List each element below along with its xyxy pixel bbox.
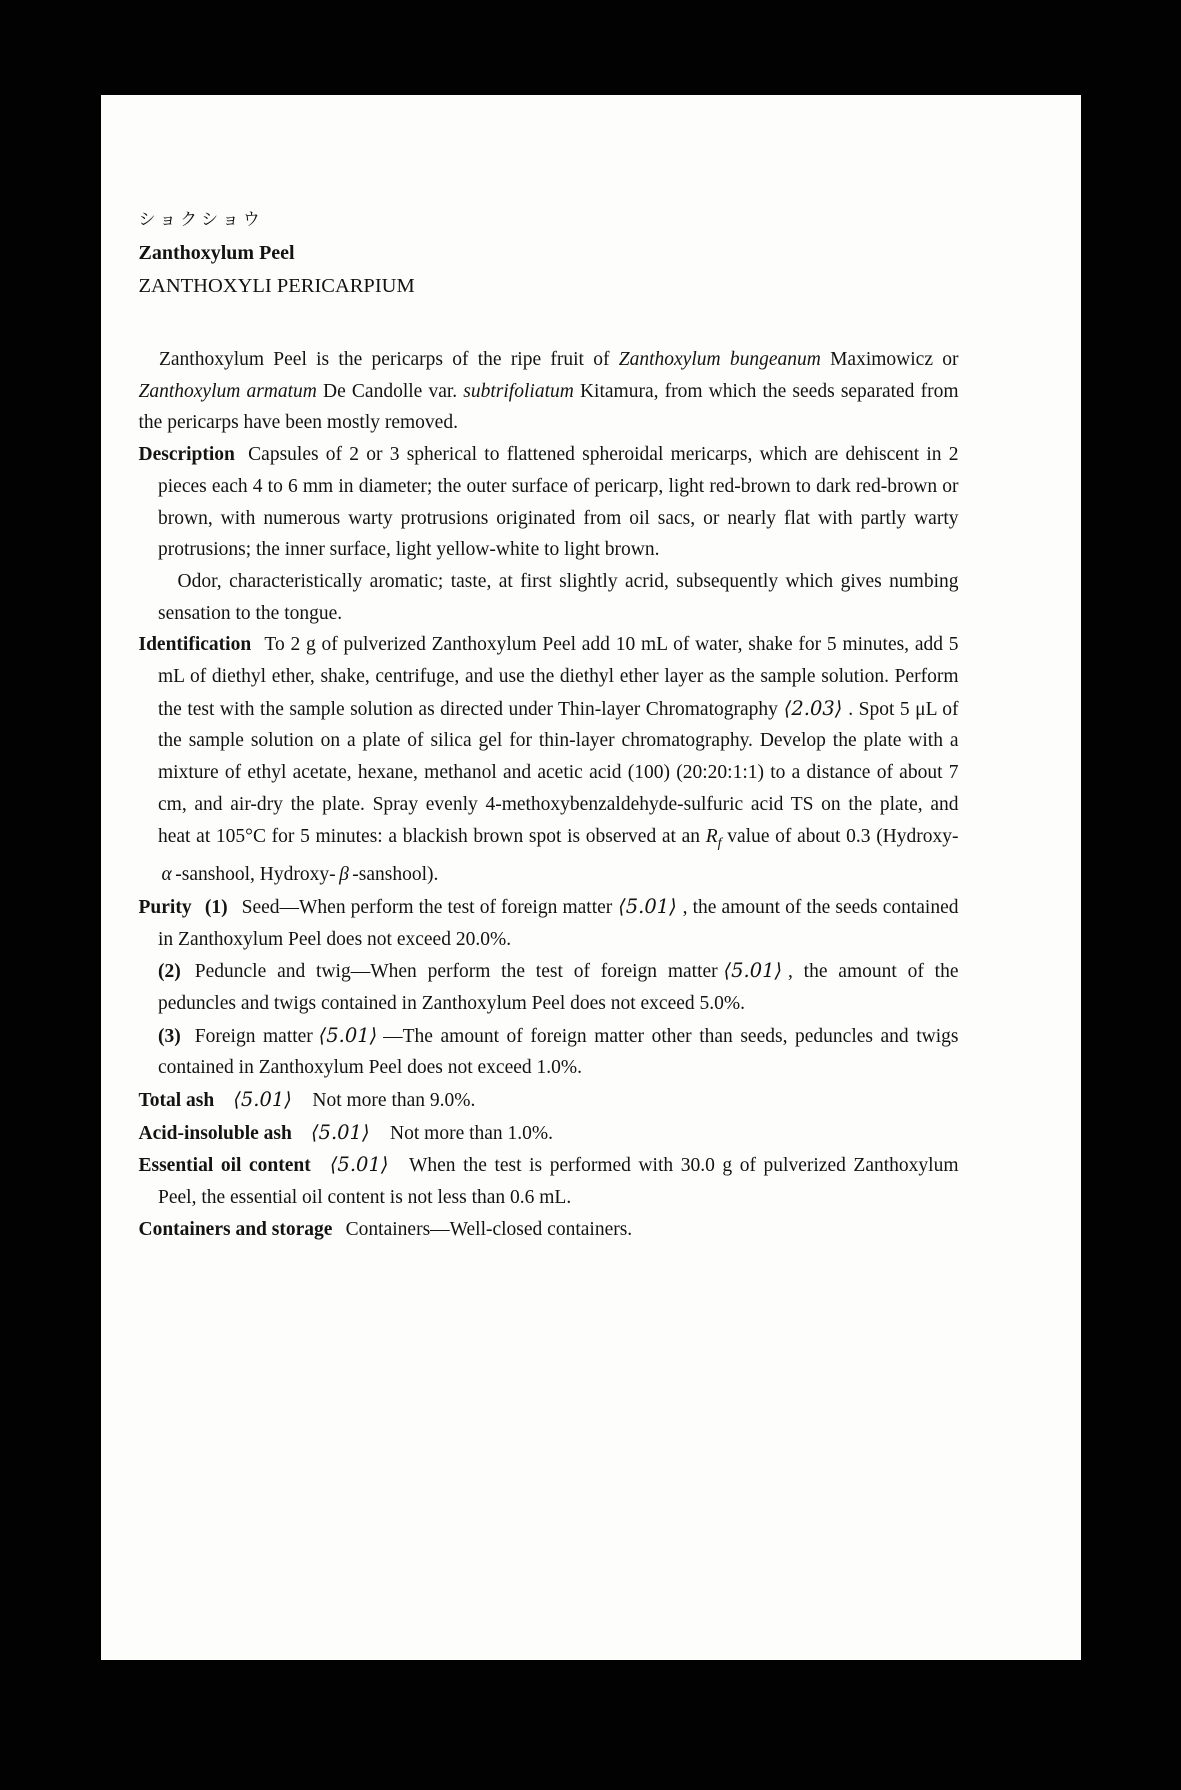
chapter-ref-5-01-c: ⟨5.01⟩ [318, 1023, 378, 1047]
chapter-ref-2-03: ⟨2.03⟩ [783, 696, 843, 720]
essential-oil-keyword: Essential oil content [138, 1155, 311, 1177]
chapter-ref-5-01-b: ⟨5.01⟩ [723, 959, 783, 983]
section-description [139, 439, 959, 566]
chapter-ref-5-01-d: ⟨5.01⟩ [233, 1088, 292, 1112]
chapter-ref-5-01-f: ⟨5.01⟩ [329, 1153, 389, 1177]
purity-item-3-text-post: —The amount of foreign matter other than seeds, peduncles and twigs contained in Zanthoxylum Peel does not exceed 1.0%. [158, 1025, 959, 1079]
rf-symbol: R [705, 825, 718, 847]
description-text: Capsules of 2 or 3 spherical to flattened spheroidal mericarps, which are dehiscent in 2 pieces each 4 to 6 mm in diameter; the outer surface of pericarp, light red-brown to dark red-brown or brown, with numerous warty protrusions originated from oil sacs, or nearly flat with partly warty protrusions; the inner surface, light yellow-white to light brown. [158, 444, 959, 561]
odor-text: Odor, characteristically aromatic; taste, at first slightly acrid, subsequently which gives numbing sensation to the tongue. [158, 570, 959, 624]
purity-item-1-text-post: , the amount of the seeds contained in Zanthoxylum Peel does not exceed 20.0%. [158, 896, 959, 950]
species-name-armatum: Zanthoxylum armatum [138, 380, 317, 402]
section-purity-item-2 [139, 955, 959, 1019]
variety-name-subtrifoliatum: subtrifoliatum [463, 380, 574, 402]
alpha-symbol: α [161, 864, 172, 886]
section-acid-insoluble-ash [139, 1117, 959, 1150]
intro-text-3: De Candolle var. [316, 380, 464, 402]
identification-keyword: Identification [138, 634, 252, 656]
acid-insoluble-ash-text: Not more than 1.0%. [390, 1122, 554, 1144]
document-page [101, 95, 1081, 1660]
section-total-ash [139, 1084, 959, 1117]
intro-paragraph [139, 344, 959, 439]
monograph-body [139, 344, 959, 1246]
drug-title-latin: ZANTHOXYLI PERICARPIUM [138, 275, 415, 297]
section-purity-item-3 [139, 1020, 959, 1084]
purity-item-1-text-pre: Seed—When perform the test of foreign matter [241, 896, 613, 918]
purity-item-2-text-post: , the amount of the peduncles and twigs contained in Zanthoxylum Peel does not exceed 5.0%. [158, 961, 959, 1014]
purity-item-2-text-pre: Peduncle and twig—When perform the test of foreign matter [194, 961, 718, 983]
beta-symbol: β [339, 864, 349, 886]
chapter-ref-5-01-a: ⟨5.01⟩ [618, 894, 677, 918]
identification-text-5: -sanshool). [352, 864, 439, 886]
total-ash-keyword: Total ash [138, 1090, 215, 1112]
intro-text-1: Zanthoxylum Peel is the pericarps of the ripe fruit of [158, 349, 619, 370]
rf-subscript: f [717, 834, 722, 851]
identification-text-4: -sanshool, Hydroxy- [175, 864, 336, 886]
section-identification [139, 629, 959, 891]
intro-text-2: Maximowicz or [820, 349, 959, 370]
description-odor-paragraph [139, 566, 959, 629]
identification-text-1: To 2 g of pulverized Zanthoxylum Peel add 10 mL of water, shake for 5 minutes, add 5 mL of diethyl ether, shake, centrifuge, and use the diethyl ether layer as the sample solution. Perform the test with the sample solution as directed under Thin-layer Chromatography [158, 634, 959, 720]
purity-keyword: Purity [138, 896, 192, 918]
section-containers-and-storage [139, 1214, 959, 1246]
purity-item-3-number: (3) [158, 1025, 181, 1047]
containers-text: Containers—Well-closed containers. [345, 1218, 633, 1240]
purity-item-2-number: (2) [158, 961, 181, 983]
kana-title: ショクショウ [138, 210, 264, 229]
purity-item-3-text-pre: Foreign matter [194, 1025, 313, 1047]
species-name-bungeanum: Zanthoxylum bungeanum [618, 349, 821, 370]
essential-oil-text: When the test is performed with 30.0 g of pulverized Zanthoxylum Peel, the essential oil content is not less than 0.6 mL. [158, 1155, 959, 1209]
identification-text-2: . Spot 5 μL of the sample solution on a plate of silica gel for thin-layer chromatography. Develop the plate with a mixture of ethyl acetate, hexane, methanol and acetic acid (100) (20:20:1:1) to a distance of about 7 cm, and air-dry the plate. Spray evenly 4-methoxybenzaldehyde-sulfuric acid TS on the plate, and heat at 105°C for 5 minutes: a blackish brown spot is observed at an [158, 698, 959, 847]
chapter-ref-5-01-e: ⟨5.01⟩ [310, 1120, 370, 1144]
section-purity-item-1 [139, 891, 959, 955]
total-ash-text: Not more than 9.0%. [312, 1090, 476, 1112]
acid-insoluble-ash-keyword: Acid-insoluble ash [138, 1122, 292, 1144]
description-keyword: Description [138, 444, 235, 466]
section-essential-oil-content [139, 1149, 959, 1213]
containers-keyword: Containers and storage [138, 1218, 333, 1240]
intro-text-4: Kitamura, from which the seeds separated from the pericarps have been mostly removed. [138, 380, 959, 434]
purity-item-1-number: (1) [204, 896, 228, 918]
drug-title-english: Zanthoxylum Peel [138, 242, 295, 264]
identification-text-3: value of about 0.3 (Hydroxy- [721, 825, 959, 847]
